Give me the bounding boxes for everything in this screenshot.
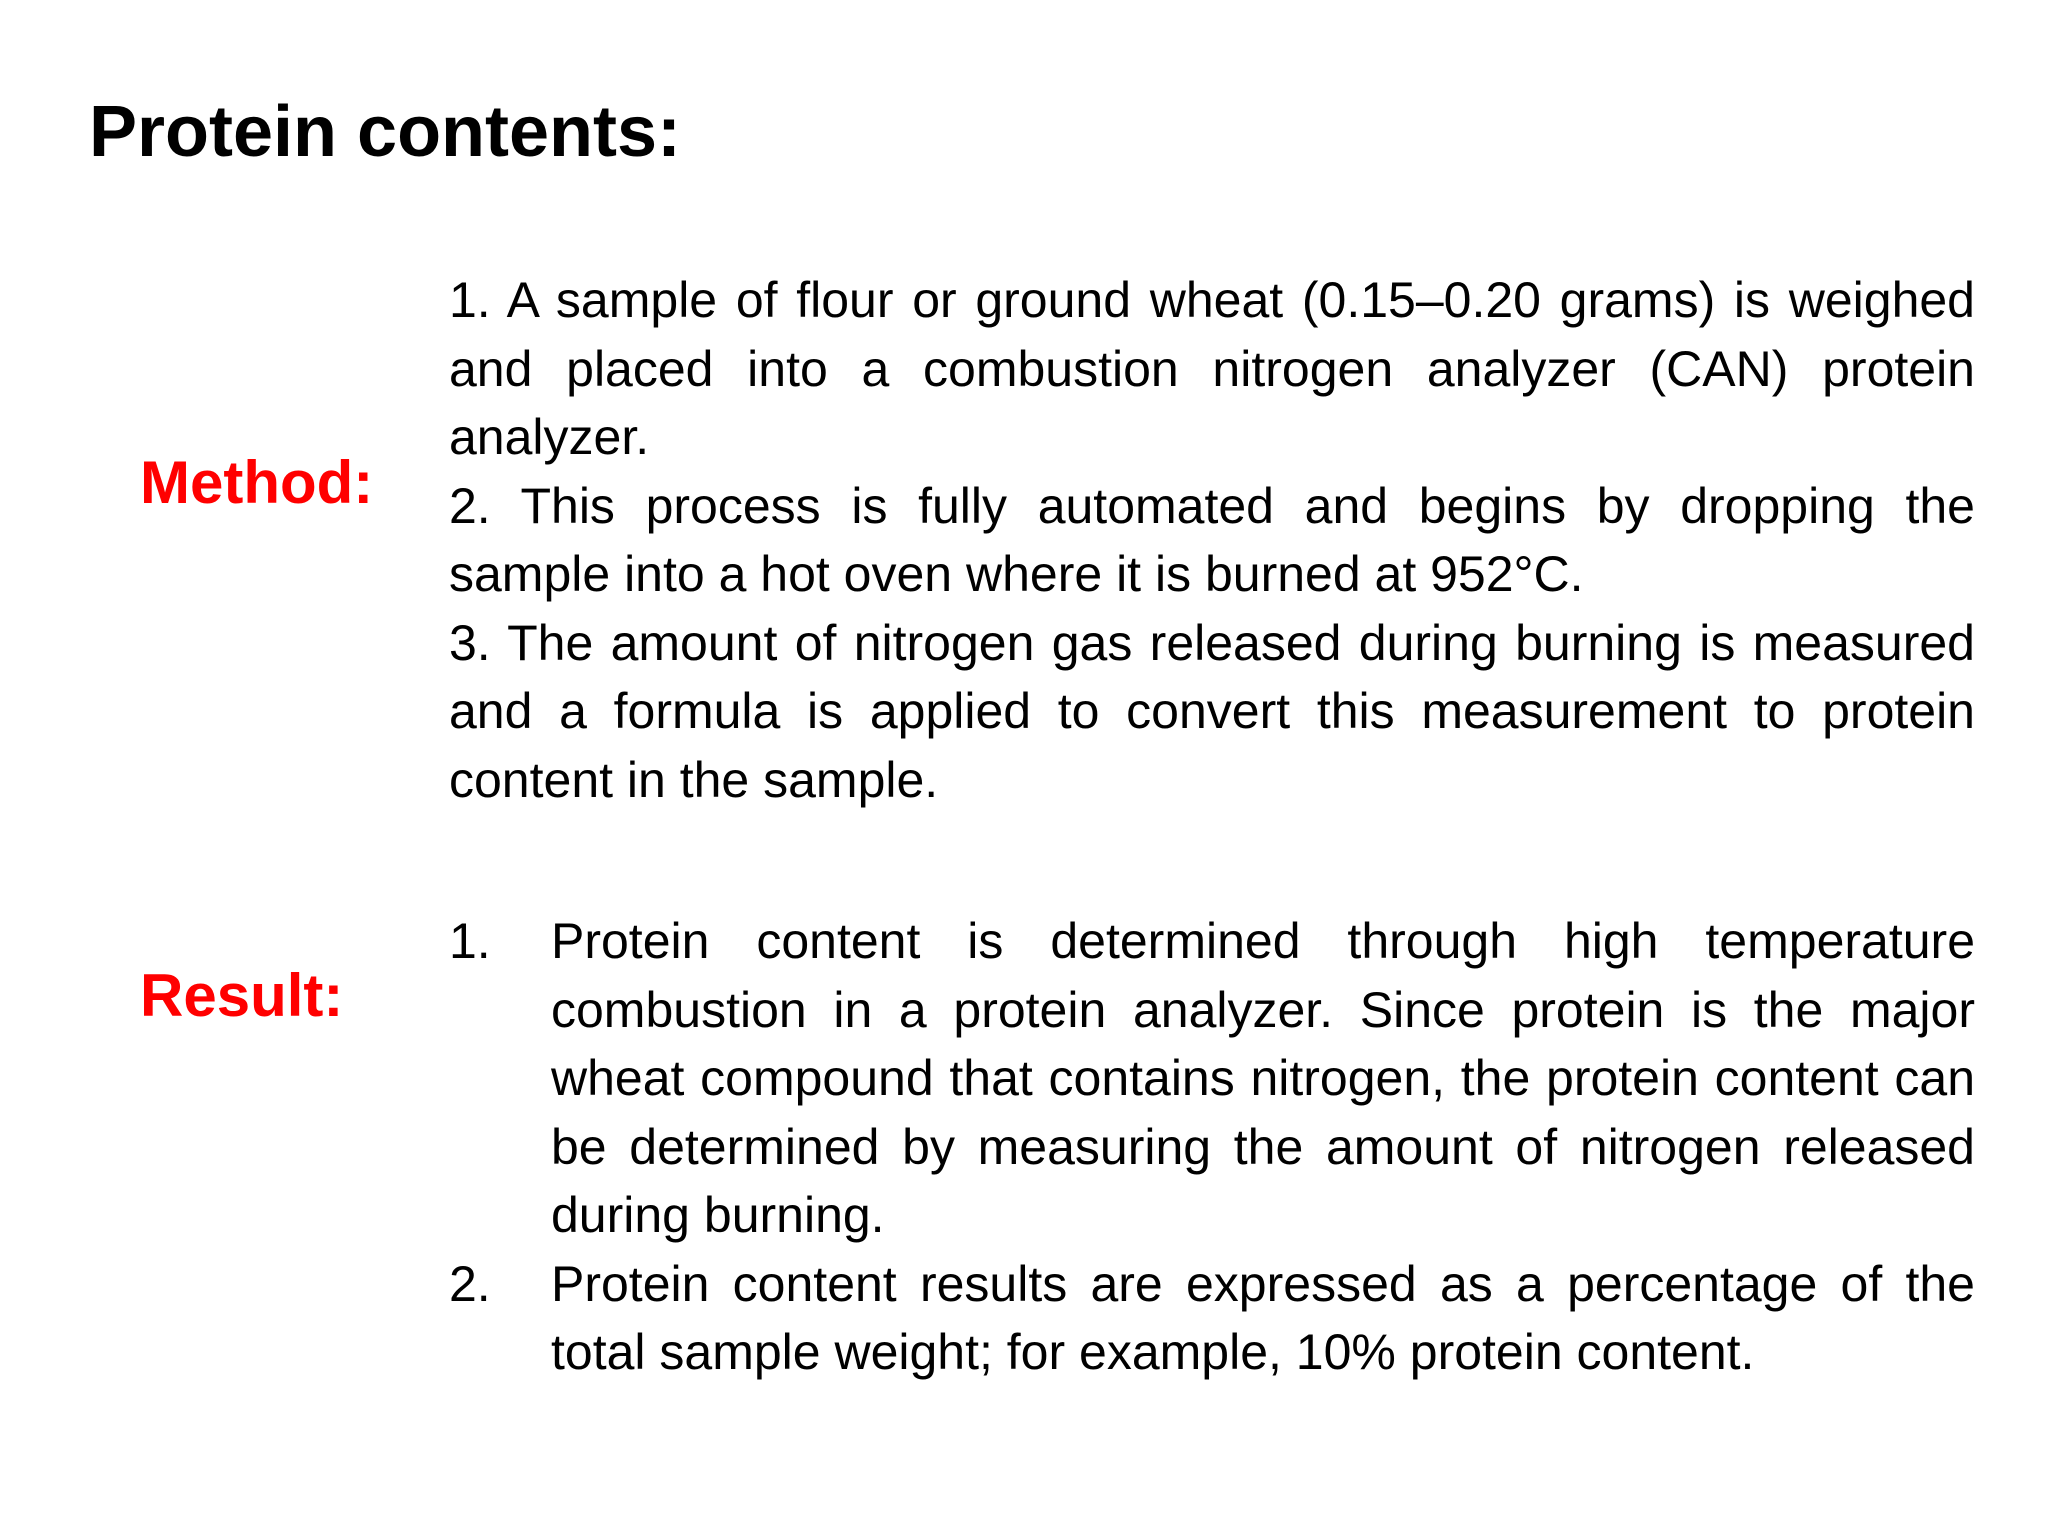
result-label: Result: — [140, 962, 344, 1029]
slide-title: Protein contents: — [89, 92, 682, 172]
result-item-number: 1. — [449, 913, 491, 969]
result-item-text: Protein content is determined through high temperature combustion in a protein analyzer. Since protein is the major wheat compound that contains nitrogen, the protein content can be determined by measuring the amount of nitrogen released during burning. — [551, 913, 1975, 1243]
method-step: 1. A sample of flour or ground wheat (0.15–0.20 grams) is weighed and placed into a combustion nitrogen analyzer (CAN) protein analyzer. — [449, 272, 1975, 465]
method-steps — [449, 266, 1975, 814]
result-item-number: 2. — [449, 1255, 491, 1312]
method-step: 3. The amount of nitrogen gas released during burning is measured and a formula is applied to convert this measurement to protein content in the sample. — [449, 614, 1975, 808]
method-label: Method: — [140, 449, 374, 516]
method-step: 2. This process is fully automated and begins by dropping the sample into a hot oven where it is burned at 952°C. — [449, 477, 1975, 602]
result-item — [449, 1250, 1975, 1387]
result-item — [449, 907, 1975, 1250]
result-item-text: Protein content results are expressed as a percentage of the total sample weight; for example, 10% protein content. — [551, 1255, 1975, 1380]
result-list — [449, 907, 1975, 1387]
